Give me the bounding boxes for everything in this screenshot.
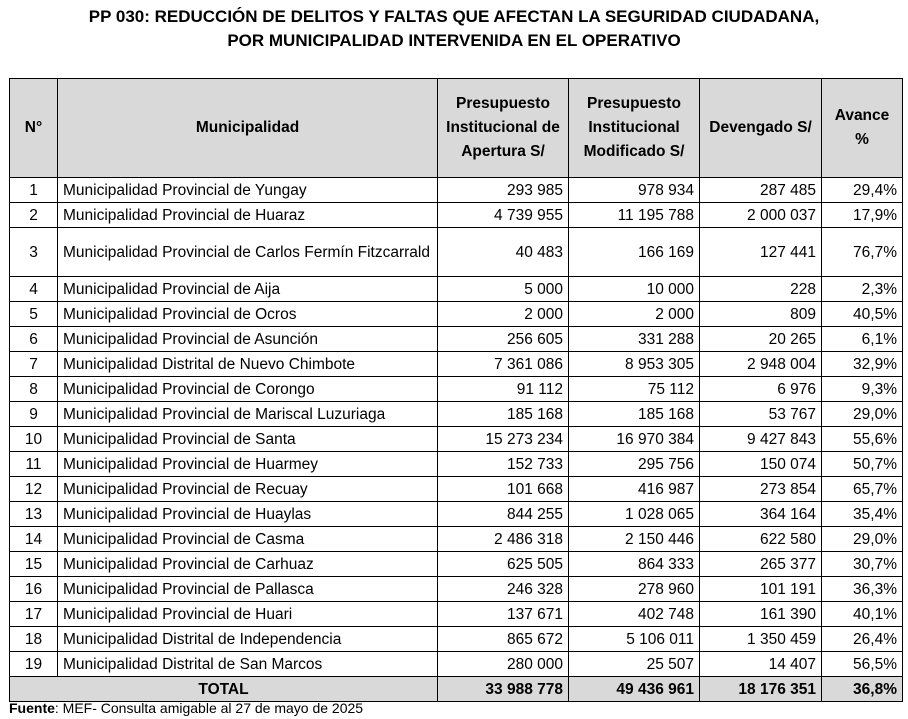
row-municipalidad: Municipalidad Provincial de Asunción (58, 327, 438, 352)
row-pia: 865 672 (438, 627, 569, 652)
header-devengado: Devengado S/ (700, 79, 822, 178)
row-number: 7 (10, 352, 58, 377)
table-row (10, 577, 903, 602)
row-devengado: 622 580 (700, 527, 822, 552)
row-pim: 1 028 065 (569, 502, 700, 527)
row-pim: 864 333 (569, 552, 700, 577)
row-pim: 16 970 384 (569, 427, 700, 452)
row-pim: 2 000 (569, 302, 700, 327)
row-number: 3 (10, 228, 58, 277)
row-municipalidad: Municipalidad Provincial de Huaylas (58, 502, 438, 527)
row-pia: 256 605 (438, 327, 569, 352)
row-number: 12 (10, 477, 58, 502)
row-number: 15 (10, 552, 58, 577)
row-pia: 293 985 (438, 178, 569, 203)
row-municipalidad: Municipalidad Provincial de Carhuaz (58, 552, 438, 577)
header-pia: Presupuesto Institucional de Apertura S/ (438, 79, 569, 178)
row-number: 6 (10, 327, 58, 352)
row-pia: 2 000 (438, 302, 569, 327)
table-row (10, 427, 903, 452)
row-municipalidad: Municipalidad Provincial de Recuay (58, 477, 438, 502)
row-devengado: 287 485 (700, 178, 822, 203)
source-note (9, 700, 363, 716)
row-avance: 29,4% (822, 178, 903, 203)
table-row (10, 627, 903, 652)
row-municipalidad: Municipalidad Provincial de Huaraz (58, 203, 438, 228)
row-municipalidad: Municipalidad Provincial de Santa (58, 427, 438, 452)
title-line-1: PP 030: REDUCCIÓN DE DELITOS Y FALTAS QUE AFECTAN LA SEGURIDAD CIUDADANA, (88, 7, 820, 26)
total-avance: 36,8% (822, 677, 903, 702)
row-number: 17 (10, 602, 58, 627)
table-row (10, 327, 903, 352)
row-avance: 50,7% (822, 452, 903, 477)
row-pia: 7 361 086 (438, 352, 569, 377)
row-municipalidad: Municipalidad Provincial de Carlos Fermín Fitzcarrald (58, 228, 438, 277)
row-devengado: 265 377 (700, 552, 822, 577)
source-text: : MEF- Consulta amigable al 27 de mayo de 2025 (54, 700, 364, 716)
row-avance: 29,0% (822, 402, 903, 427)
row-devengado: 2 948 004 (700, 352, 822, 377)
row-devengado: 150 074 (700, 452, 822, 477)
row-pia: 2 486 318 (438, 527, 569, 552)
budget-table (9, 78, 903, 702)
row-municipalidad: Municipalidad Distrital de Independencia (58, 627, 438, 652)
row-devengado: 228 (700, 277, 822, 302)
row-avance: 35,4% (822, 502, 903, 527)
table-row (10, 402, 903, 427)
row-municipalidad: Municipalidad Provincial de Huari (58, 602, 438, 627)
document-title (0, 5, 908, 53)
row-pim: 978 934 (569, 178, 700, 203)
table-row (10, 452, 903, 477)
row-number: 2 (10, 203, 58, 228)
row-municipalidad: Municipalidad Provincial de Huarmey (58, 452, 438, 477)
row-devengado: 161 390 (700, 602, 822, 627)
title-line-2: POR MUNICIPALIDAD INTERVENIDA EN EL OPERATIVO (227, 31, 681, 50)
row-municipalidad: Municipalidad Provincial de Casma (58, 527, 438, 552)
header-no: N° (10, 79, 58, 178)
header-row (10, 79, 903, 178)
row-devengado: 20 265 (700, 327, 822, 352)
table-row (10, 228, 903, 277)
row-number: 9 (10, 402, 58, 427)
total-devengado: 18 176 351 (700, 677, 822, 702)
row-pim: 2 150 446 (569, 527, 700, 552)
row-avance: 65,7% (822, 477, 903, 502)
row-municipalidad: Municipalidad Provincial de Aija (58, 277, 438, 302)
row-pim: 402 748 (569, 602, 700, 627)
row-devengado: 14 407 (700, 652, 822, 677)
row-pim: 25 507 (569, 652, 700, 677)
row-devengado: 9 427 843 (700, 427, 822, 452)
row-pim: 8 953 305 (569, 352, 700, 377)
row-pim: 166 169 (569, 228, 700, 277)
total-row (10, 677, 903, 702)
row-pia: 844 255 (438, 502, 569, 527)
row-avance: 29,0% (822, 527, 903, 552)
row-number: 10 (10, 427, 58, 452)
row-municipalidad: Municipalidad Distrital de San Marcos (58, 652, 438, 677)
table-row (10, 277, 903, 302)
row-pia: 91 112 (438, 377, 569, 402)
row-avance: 36,3% (822, 577, 903, 602)
row-pia: 152 733 (438, 452, 569, 477)
table-row (10, 302, 903, 327)
row-avance: 40,1% (822, 602, 903, 627)
row-pia: 185 168 (438, 402, 569, 427)
row-pim: 11 195 788 (569, 203, 700, 228)
row-devengado: 53 767 (700, 402, 822, 427)
row-number: 5 (10, 302, 58, 327)
table-row (10, 178, 903, 203)
row-pia: 15 273 234 (438, 427, 569, 452)
table-row (10, 502, 903, 527)
table-row (10, 352, 903, 377)
row-number: 11 (10, 452, 58, 477)
row-devengado: 364 164 (700, 502, 822, 527)
row-municipalidad: Municipalidad Provincial de Yungay (58, 178, 438, 203)
row-avance: 17,9% (822, 203, 903, 228)
row-avance: 2,3% (822, 277, 903, 302)
row-pim: 331 288 (569, 327, 700, 352)
header-pim: Presupuesto Institucional Modificado S/ (569, 79, 700, 178)
table-row (10, 477, 903, 502)
row-avance: 32,9% (822, 352, 903, 377)
total-pim: 49 436 961 (569, 677, 700, 702)
row-devengado: 1 350 459 (700, 627, 822, 652)
table-row (10, 377, 903, 402)
row-number: 18 (10, 627, 58, 652)
row-avance: 30,7% (822, 552, 903, 577)
row-pim: 75 112 (569, 377, 700, 402)
row-devengado: 2 000 037 (700, 203, 822, 228)
row-pia: 246 328 (438, 577, 569, 602)
row-municipalidad: Municipalidad Provincial de Pallasca (58, 577, 438, 602)
header-avance: Avance % (822, 79, 903, 178)
row-devengado: 809 (700, 302, 822, 327)
row-pim: 295 756 (569, 452, 700, 477)
row-pim: 416 987 (569, 477, 700, 502)
row-pia: 4 739 955 (438, 203, 569, 228)
source-label: Fuente (9, 700, 55, 716)
row-number: 19 (10, 652, 58, 677)
table-row (10, 602, 903, 627)
row-devengado: 273 854 (700, 477, 822, 502)
row-avance: 56,5% (822, 652, 903, 677)
row-avance: 6,1% (822, 327, 903, 352)
row-municipalidad: Municipalidad Distrital de Nuevo Chimbote (58, 352, 438, 377)
row-pia: 625 505 (438, 552, 569, 577)
row-pia: 5 000 (438, 277, 569, 302)
row-municipalidad: Municipalidad Provincial de Mariscal Luzuriaga (58, 402, 438, 427)
row-number: 13 (10, 502, 58, 527)
row-avance: 26,4% (822, 627, 903, 652)
row-avance: 55,6% (822, 427, 903, 452)
row-pim: 10 000 (569, 277, 700, 302)
table-row (10, 203, 903, 228)
row-devengado: 101 191 (700, 577, 822, 602)
header-municipalidad: Municipalidad (58, 79, 438, 178)
row-pia: 101 668 (438, 477, 569, 502)
row-pim: 278 960 (569, 577, 700, 602)
row-avance: 9,3% (822, 377, 903, 402)
table-row (10, 552, 903, 577)
row-pia: 137 671 (438, 602, 569, 627)
row-municipalidad: Municipalidad Provincial de Ocros (58, 302, 438, 327)
row-pia: 280 000 (438, 652, 569, 677)
table-row (10, 527, 903, 552)
row-number: 16 (10, 577, 58, 602)
row-number: 1 (10, 178, 58, 203)
row-pia: 40 483 (438, 228, 569, 277)
total-pia: 33 988 778 (438, 677, 569, 702)
row-devengado: 127 441 (700, 228, 822, 277)
row-pim: 185 168 (569, 402, 700, 427)
row-avance: 76,7% (822, 228, 903, 277)
row-number: 14 (10, 527, 58, 552)
row-pim: 5 106 011 (569, 627, 700, 652)
total-label: TOTAL (10, 677, 438, 702)
row-number: 4 (10, 277, 58, 302)
table-row (10, 652, 903, 677)
row-devengado: 6 976 (700, 377, 822, 402)
row-municipalidad: Municipalidad Provincial de Corongo (58, 377, 438, 402)
row-avance: 40,5% (822, 302, 903, 327)
row-number: 8 (10, 377, 58, 402)
